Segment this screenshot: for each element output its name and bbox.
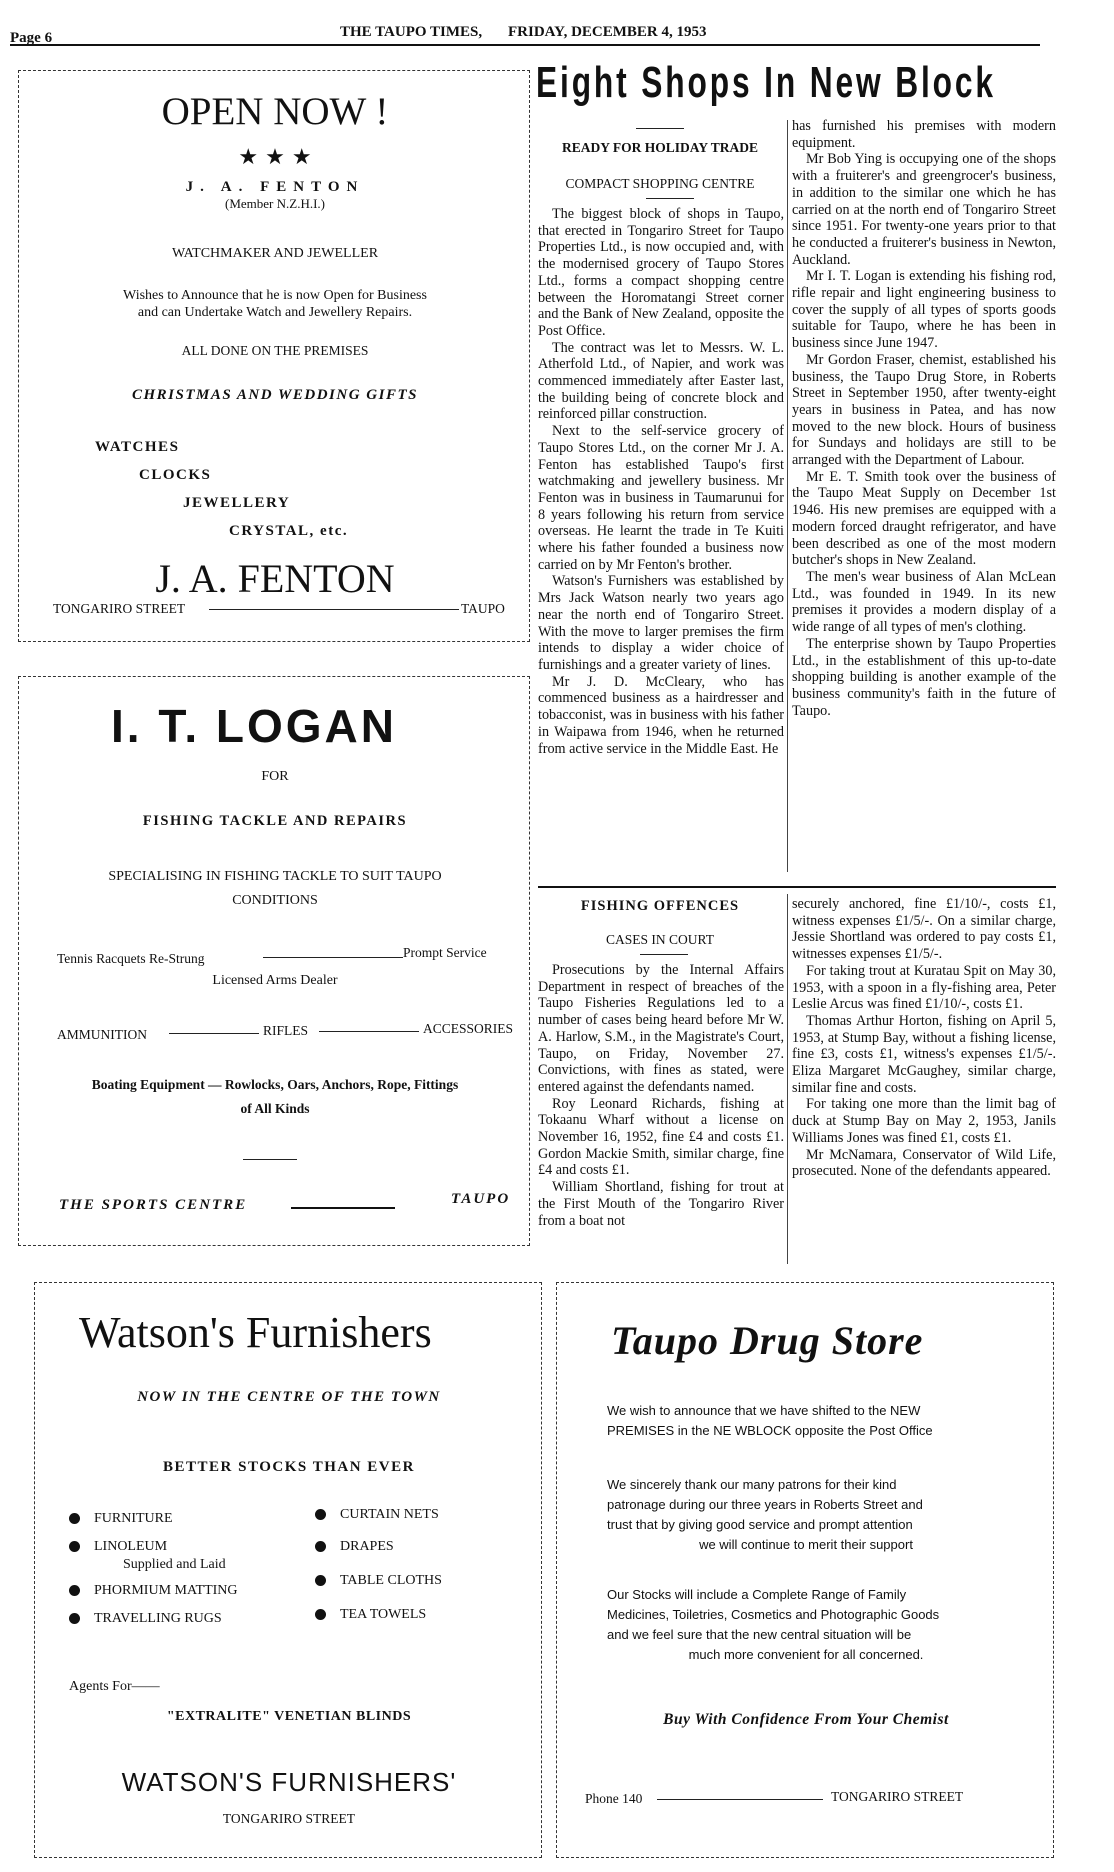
watson-item-label: LINOLEUM — [94, 1539, 168, 1554]
fenton-gifts: CHRISTMAS AND WEDDING GIFTS — [132, 387, 418, 403]
fenton-trade: WATCHMAKER AND JEWELLER — [171, 246, 379, 261]
fishing-headline: FISHING OFFENCES — [580, 898, 740, 914]
fenton-item: CLOCKS — [139, 467, 212, 483]
star-icons: ★ ★ ★ — [238, 145, 312, 170]
article-sub-1: READY FOR HOLIDAY TRADE — [562, 140, 758, 155]
fishing-paragraph: William Shortland, fishing for trout at the First Mouth of the Tongariro River from a boat not — [538, 1179, 784, 1229]
logan-ammo: AMMUNITION — [57, 1027, 147, 1042]
drug-rule — [657, 1799, 823, 1800]
column-rule — [787, 120, 788, 872]
watson-name: Watson's Furnishers — [79, 1308, 432, 1357]
article-rule — [646, 198, 694, 199]
watson-better: BETTER STOCKS THAN EVER — [163, 1459, 415, 1475]
logan-rule — [263, 957, 403, 958]
logan-rule — [291, 1207, 395, 1209]
watson-item-label: FURNITURE — [94, 1511, 173, 1526]
watson-item-curtains — [315, 1507, 439, 1523]
bullet-icon — [315, 1575, 326, 1586]
article-headline: Eight Shops In New Block — [536, 58, 996, 107]
watson-blinds: "EXTRALITE" VENETIAN BLINDS — [166, 1709, 412, 1724]
logan-boating-1: Boating Equipment — Rowlocks, Oars, Anchors, Rope, Fittings — [91, 1077, 459, 1092]
logan-centre: THE SPORTS CENTRE — [59, 1197, 248, 1213]
watson-item-label: TRAVELLING RUGS — [94, 1611, 222, 1626]
fenton-premises: ALL DONE ON THE PREMISES — [181, 343, 369, 358]
watson-item-tablecloths — [315, 1573, 442, 1589]
fenton-big-name: J. A. FENTON — [155, 556, 395, 601]
fenton-member: (Member N.Z.H.I.) — [225, 196, 325, 211]
watson-footer-name: WATSON'S FURNISHERS' — [121, 1767, 457, 1797]
article-paragraph: Watson's Furnishers was established by Mrs Jack Watson nearly two years ago near the north end of Tongariro Street. With the move to larger premises the firm intends to display a wider choice of furnishings and a greater variety of lines. — [538, 573, 784, 673]
logan-ad — [18, 676, 530, 1246]
drug-ad — [556, 1282, 1054, 1858]
logan-licensed: Licensed Arms Dealer — [212, 973, 338, 988]
logan-accessories: ACCESSORIES — [423, 1021, 514, 1036]
fenton-item: WATCHES — [95, 439, 180, 455]
watson-item-furniture — [69, 1511, 173, 1527]
fenton-item: JEWELLERY — [183, 495, 291, 511]
article-col-1 — [538, 206, 784, 757]
logan-rifles: RIFLES — [263, 1023, 309, 1038]
article-rule — [636, 128, 684, 129]
watson-item-linoleum — [69, 1539, 167, 1555]
drug-p2d: we will continue to merit their support — [699, 1537, 913, 1552]
article-paragraph: Mr I. T. Logan is extending his fishing rod, rifle repair and light engineering business to cover the supply of all types of sports goods suitable for Taupo, where he has been in business since June 1947. — [792, 268, 1056, 352]
drug-p3b: Medicines, Toiletries, Cosmetics and Photographic Goods — [607, 1607, 940, 1622]
fenton-town: TAUPO — [461, 601, 505, 616]
logan-tagline: FISHING TACKLE AND REPAIRS — [142, 813, 408, 829]
article-paragraph: The biggest block of shops in Taupo, that erected in Tongariro Street for Taupo Properties Ltd., is now occupied and, with the modernised grocery of Taupo Stores Ltd., forms a compact shopping centre between the Horomatangi Street corner and the Bank of New Zealand, opposite the Post Office. — [538, 206, 784, 339]
fishing-col-1 — [538, 962, 784, 1229]
fishing-paragraph: Roy Leonard Richards, fishing at Tokaanu Wharf without a license on November 16, 1952, fine £4 and costs £1. Gordon Mackie Smith, similar charge, fine £4 and costs £1. — [538, 1095, 784, 1179]
watson-item-label: TABLE CLOTHS — [340, 1573, 442, 1588]
drug-p2b: patronage during our three years in Roberts Street and — [607, 1497, 923, 1512]
article-paragraph: The contract was let to Messrs. W. L. Atherfold Ltd., of Napier, and work was commenced immediately after Easter last, the building being of concrete block and reinforced pillar construction. — [538, 339, 784, 423]
fenton-announce-2: and can Undertake Watch and Jewellery Repairs. — [137, 305, 413, 320]
article-paragraph: The enterprise shown by Taupo Properties Ltd., in the establishment of this up-to-date shopping building is another example of the business community's faith in the future of Taupo. — [792, 635, 1056, 719]
watson-item-rugs — [69, 1611, 222, 1627]
drug-name: Taupo Drug Store — [611, 1318, 924, 1363]
logan-prompt: Prompt Service — [403, 945, 487, 960]
bullet-icon — [69, 1613, 80, 1624]
header-rule — [10, 44, 1040, 46]
article-end-rule — [538, 886, 1056, 888]
watson-centre: NOW IN THE CENTRE OF THE TOWN — [137, 1389, 441, 1405]
drug-p2c: trust that by giving good service and prompt attention — [607, 1517, 913, 1532]
fishing-paragraph: Prosecutions by the Internal Affairs Department in respect of breaches of the Taupo Fisheries Regulations led to a number of cases being heard before Mr W. A. Harlow, S.M., in the Magistrate's Court, Taupo, on Friday, November 27. Convictions, with fines as stated, were entered against the defendants named. — [538, 962, 784, 1095]
bullet-icon — [69, 1513, 80, 1524]
fishing-rule — [640, 954, 688, 955]
fenton-item: CRYSTAL, etc. — [229, 523, 349, 539]
issue-date: FRIDAY, DECEMBER 4, 1953 — [508, 24, 707, 40]
fishing-paragraph: Thomas Arthur Horton, fishing on April 5, 1953, at Stump Bay, without a fishing license, fine £3, costs £1, witness's expenses £1/5/-. Eliza Margaret McGaughey, similar charge, similar fine and costs. — [792, 1012, 1056, 1096]
fenton-street: TONGARIRO STREET — [53, 601, 186, 616]
fishing-paragraph: securely anchored, fine £1/10/-, costs £1, witness expenses £1/5/-. On a similar charge, Jessie Shortland was ordered to pay costs £1, witnesses expenses £1/5/-. — [792, 896, 1056, 963]
article-paragraph: Mr E. T. Smith took over the business of the Taupo Meat Supply on December 1st 1946. His new premises are equipped with a modern forced draught refrigerator, and have been described as one of the most modern butcher's shops in New Zealand. — [792, 468, 1056, 569]
drug-p3c: and we feel sure that the new central situation will be — [607, 1627, 912, 1642]
fenton-ad — [18, 70, 530, 642]
article-paragraph: Mr J. D. McCleary, who has commenced business as a hairdresser and tobacconist, was in business with his father in Waipawa from 1946, when he returned from active service in the Middle East. He — [538, 673, 784, 757]
watson-item-matting — [69, 1583, 238, 1599]
drug-p3d: much more convenient for all concerned. — [688, 1647, 924, 1662]
article-col-2 — [792, 118, 1056, 719]
article-paragraph: The men's wear business of Alan McLean Ltd., was founded in 1949. In its new premises it provides a modern display of a wide range of all types of men's clothing. — [792, 568, 1056, 636]
fishing-sub: CASES IN COURT — [606, 932, 714, 947]
logan-name: I. T. LOGAN — [111, 700, 397, 752]
fenton-headline: OPEN NOW ! — [161, 90, 389, 133]
watson-agents: Agents For—— — [69, 1679, 160, 1694]
page-number: Page 6 — [10, 30, 53, 46]
bullet-icon — [315, 1609, 326, 1620]
drug-p3a: Our Stocks will include a Complete Range of Family — [607, 1587, 907, 1602]
watson-street: TONGARIRO STREET — [222, 1811, 356, 1826]
fenton-announce-1: Wishes to Announce that he is now Open for Business — [123, 288, 427, 303]
article-paragraph: Mr Bob Ying is occupying one of the shops with a fruiterer's and greengrocer's business, in addition to the similar one which he has carried on at the north end of Tongariro Street since 1951. For twenty-one years prior to that he conducted a fruiterer's business in Newton, Auckland. — [792, 151, 1056, 268]
fishing-paragraph: For taking one more than the limit bag of duck at Stump Bay on May 2, 1953, Janils Williams Jones was fined £1, costs £1. — [792, 1096, 1056, 1146]
fenton-name: J. A. FENTON — [185, 179, 365, 195]
drug-phone: Phone 140 — [585, 1791, 643, 1806]
watson-supplied: Supplied and Laid — [123, 1557, 226, 1572]
bullet-icon — [69, 1541, 80, 1552]
drug-slogan: Buy With Confidence From Your Chemist — [663, 1711, 949, 1728]
fishing-paragraph: For taking trout at Kuratau Spit on May 30, 1953, with a spoon in a fly-fishing area, Peter Leslie Arcus was fined £1/10/-, costs £1. — [792, 962, 1056, 1013]
watson-item-label: DRAPES — [340, 1539, 394, 1554]
logan-town: TAUPO — [451, 1191, 511, 1207]
drug-p1b: PREMISES in the NE WBLOCK opposite the Post Office — [607, 1423, 933, 1438]
fishing-col-2 — [792, 896, 1056, 1180]
bullet-icon — [69, 1585, 80, 1596]
drug-street: TONGARIRO STREET — [831, 1789, 964, 1804]
logan-special-2: CONDITIONS — [232, 893, 318, 908]
logan-rule — [169, 1033, 259, 1034]
watson-item-label: TEA TOWELS — [340, 1607, 427, 1622]
logan-for: FOR — [261, 769, 289, 784]
logan-boating-2: of All Kinds — [240, 1101, 310, 1116]
article-paragraph: Mr Gordon Fraser, chemist, established his business, the Taupo Drug Store, in Roberts Street in September 1950, after twenty-eight years in business in Patea, and has now moved to the new block. Hours of business for Sundays and holidays are still to be arranged with the Department of Labour. — [792, 351, 1056, 469]
bullet-icon — [315, 1509, 326, 1520]
bullet-icon — [315, 1541, 326, 1552]
drug-p2a: We sincerely thank our many patrons for their kind — [607, 1477, 897, 1492]
drug-p1a: We wish to announce that we have shifted to the NEW — [607, 1403, 921, 1418]
watson-item-label: CURTAIN NETS — [340, 1507, 439, 1522]
masthead: THE TAUPO TIMES, — [340, 24, 483, 40]
watson-item-drapes — [315, 1539, 394, 1555]
logan-tennis: Tennis Racquets Re-Strung — [57, 951, 205, 966]
watson-item-towels — [315, 1607, 426, 1623]
logan-short-rule — [243, 1159, 297, 1160]
logan-rule — [319, 1031, 419, 1032]
watson-ad — [34, 1282, 542, 1858]
fishing-paragraph: Mr McNamara, Conservator of Wild Life, prosecuted. None of the defendants appeared. — [792, 1146, 1056, 1180]
fenton-rule — [209, 609, 459, 610]
article-paragraph: has furnished his premises with modern equipment. — [792, 118, 1056, 151]
article-sub-2: COMPACT SHOPPING CENTRE — [565, 176, 755, 191]
logan-special-1: SPECIALISING IN FISHING TACKLE TO SUIT TAUPO — [108, 869, 442, 884]
article-paragraph: Next to the self-service grocery of Taupo Stores Ltd., on the corner Mr J. A. Fenton has established Taupo's first watchmaking and jewellery business. Mr Fenton was in business in Taumarunui for 8 years following his return from service overseas. He learnt the trade in Te Kuiti where his father founded a business now carried on by Mr Fenton's brother. — [538, 423, 784, 573]
column-rule — [787, 894, 788, 1264]
watson-item-label: PHORMIUM MATTING — [94, 1583, 238, 1598]
